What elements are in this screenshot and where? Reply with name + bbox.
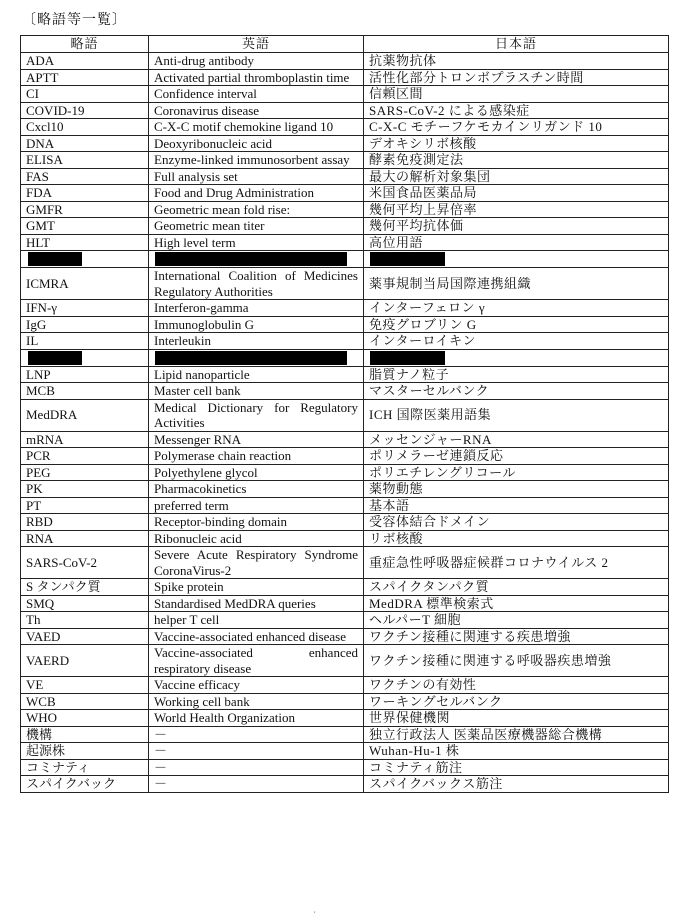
redaction-bar — [155, 252, 347, 266]
abbr-cell: IL — [21, 333, 149, 350]
header-abbreviation: 略語 — [21, 36, 149, 53]
abbr-cell: HLT — [21, 234, 149, 251]
japanese-cell: ワクチン接種に関連する呼吸器疾患増強 — [364, 645, 669, 677]
japanese-cell — [364, 251, 669, 268]
table-row — [21, 333, 669, 350]
japanese-cell: 米国食品医薬品局 — [364, 185, 669, 202]
abbr-cell: ELISA — [21, 152, 149, 169]
japanese-cell: リボ核酸 — [364, 530, 669, 547]
english-cell — [149, 251, 364, 268]
english-cell: Geometric mean fold rise: — [149, 201, 364, 218]
english-cell: － — [149, 726, 364, 743]
japanese-cell: 独立行政法人 医薬品医療機器総合機構 — [364, 726, 669, 743]
abbr-cell: 起源株 — [21, 743, 149, 760]
abbr-cell — [21, 251, 149, 268]
redaction-bar — [370, 351, 445, 365]
table-row — [21, 481, 669, 498]
table-row — [21, 497, 669, 514]
redaction-bar — [28, 252, 82, 266]
table-row — [21, 102, 669, 119]
abbr-cell: Th — [21, 612, 149, 629]
japanese-cell: インターロイキン — [364, 333, 669, 350]
english-cell: World Health Organization — [149, 710, 364, 727]
abbr-cell: VAED — [21, 628, 149, 645]
table-row — [21, 693, 669, 710]
english-cell: Geometric mean titer — [149, 218, 364, 235]
table-row — [21, 366, 669, 383]
english-cell: Polyethylene glycol — [149, 464, 364, 481]
abbr-cell: mRNA — [21, 431, 149, 448]
table-row — [21, 677, 669, 694]
table-body — [21, 53, 669, 793]
abbreviation-table — [20, 35, 669, 793]
japanese-cell: ワーキングセルバンク — [364, 693, 669, 710]
english-cell: preferred term — [149, 497, 364, 514]
abbr-cell: VE — [21, 677, 149, 694]
redaction-bar — [28, 351, 82, 365]
table-row — [21, 628, 669, 645]
english-cell: Master cell bank — [149, 383, 364, 400]
table-row — [21, 201, 669, 218]
abbr-cell: SMQ — [21, 595, 149, 612]
header-english: 英語 — [149, 36, 364, 53]
english-cell: Ribonucleic acid — [149, 530, 364, 547]
english-cell: Standardised MedDRA queries — [149, 595, 364, 612]
english-cell: － — [149, 776, 364, 793]
english-cell: Anti-drug antibody — [149, 53, 364, 70]
abbr-cell: GMT — [21, 218, 149, 235]
abbr-cell: 機構 — [21, 726, 149, 743]
japanese-cell: 受容体結合ドメイン — [364, 514, 669, 531]
english-cell: Polymerase chain reaction — [149, 448, 364, 465]
table-row — [21, 86, 669, 103]
abbr-cell: FAS — [21, 168, 149, 185]
english-cell: International Coalition of Medicines Regulatory Authorities — [149, 268, 364, 300]
table-row — [21, 759, 669, 776]
english-cell: Vaccine efficacy — [149, 677, 364, 694]
abbr-cell: PEG — [21, 464, 149, 481]
table-row — [21, 119, 669, 136]
english-cell: Activated partial thromboplastin time — [149, 69, 364, 86]
abbr-cell: RNA — [21, 530, 149, 547]
japanese-cell: マスターセルバンク — [364, 383, 669, 400]
abbr-cell: PT — [21, 497, 149, 514]
english-cell: Confidence interval — [149, 86, 364, 103]
table-row — [21, 645, 669, 677]
table-caption: 〔略語等一覧〕 — [22, 13, 127, 28]
abbr-cell: ICMRA — [21, 268, 149, 300]
english-cell: C-X-C motif chemokine ligand 10 — [149, 119, 364, 136]
page-mark: , — [314, 908, 316, 914]
abbr-cell: スパイクバック — [21, 776, 149, 793]
table-row — [21, 53, 669, 70]
japanese-cell: 抗薬物抗体 — [364, 53, 669, 70]
redaction-bar — [155, 351, 347, 365]
japanese-cell: 高位用語 — [364, 234, 669, 251]
abbr-cell: COVID-19 — [21, 102, 149, 119]
table-row — [21, 234, 669, 251]
header-japanese: 日本語 — [364, 36, 669, 53]
table-header-row — [21, 36, 669, 53]
table-row — [21, 383, 669, 400]
abbr-cell: MCB — [21, 383, 149, 400]
english-cell: Medical Dictionary for Regulatory Activities — [149, 399, 364, 431]
abbr-cell: S タンパク質 — [21, 579, 149, 596]
table-row — [21, 268, 669, 300]
table-row — [21, 431, 669, 448]
redacted-row — [21, 349, 669, 366]
abbr-cell: FDA — [21, 185, 149, 202]
japanese-cell: ICH 国際医薬用語集 — [364, 399, 669, 431]
japanese-cell: ワクチン接種に関連する疾患増強 — [364, 628, 669, 645]
english-cell: Interleukin — [149, 333, 364, 350]
japanese-cell: 重症急性呼吸器症候群コロナウイルス 2 — [364, 547, 669, 579]
japanese-cell: 幾何平均上昇倍率 — [364, 201, 669, 218]
abbr-cell: PCR — [21, 448, 149, 465]
english-cell: Vaccine-associated enhanced disease — [149, 628, 364, 645]
table-row — [21, 316, 669, 333]
english-cell — [149, 349, 364, 366]
japanese-cell: ポリエチレングリコール — [364, 464, 669, 481]
table-row — [21, 69, 669, 86]
table-row — [21, 743, 669, 760]
english-cell: Pharmacokinetics — [149, 481, 364, 498]
abbr-cell: ADA — [21, 53, 149, 70]
japanese-cell: 薬事規制当局国際連携組織 — [364, 268, 669, 300]
japanese-cell: ワクチンの有効性 — [364, 677, 669, 694]
japanese-cell: 幾何平均抗体価 — [364, 218, 669, 235]
abbr-cell: APTT — [21, 69, 149, 86]
japanese-cell: スパイクバックス筋注 — [364, 776, 669, 793]
japanese-cell: 最大の解析対象集団 — [364, 168, 669, 185]
english-cell: Food and Drug Administration — [149, 185, 364, 202]
table-row — [21, 612, 669, 629]
table-row — [21, 448, 669, 465]
japanese-cell: 基本語 — [364, 497, 669, 514]
abbr-cell: VAERD — [21, 645, 149, 677]
english-cell: Full analysis set — [149, 168, 364, 185]
table-row — [21, 399, 669, 431]
japanese-cell: 免疫グロブリン G — [364, 316, 669, 333]
english-cell: Immunoglobulin G — [149, 316, 364, 333]
japanese-cell: 薬物動態 — [364, 481, 669, 498]
table-row — [21, 152, 669, 169]
japanese-cell: デオキシリボ核酸 — [364, 135, 669, 152]
japanese-cell: 信頼区間 — [364, 86, 669, 103]
english-cell: High level term — [149, 234, 364, 251]
japanese-cell — [364, 349, 669, 366]
abbr-cell: SARS-CoV-2 — [21, 547, 149, 579]
english-cell: Coronavirus disease — [149, 102, 364, 119]
abbr-cell: LNP — [21, 366, 149, 383]
japanese-cell: スパイクタンパク質 — [364, 579, 669, 596]
english-cell: － — [149, 759, 364, 776]
abbr-cell: IgG — [21, 316, 149, 333]
table-row — [21, 135, 669, 152]
table-row — [21, 776, 669, 793]
abbr-cell: コミナティ — [21, 759, 149, 776]
table-row — [21, 464, 669, 481]
english-cell: Severe Acute Respiratory Syndrome CoronaVirus-2 — [149, 547, 364, 579]
english-cell: Receptor-binding domain — [149, 514, 364, 531]
japanese-cell: 酵素免疫測定法 — [364, 152, 669, 169]
abbr-cell: RBD — [21, 514, 149, 531]
japanese-cell: SARS-CoV-2 による感染症 — [364, 102, 669, 119]
english-cell: Enzyme-linked immunosorbent assay — [149, 152, 364, 169]
english-cell: Spike protein — [149, 579, 364, 596]
abbr-cell: WCB — [21, 693, 149, 710]
abbr-cell — [21, 349, 149, 366]
japanese-cell: インターフェロン γ — [364, 300, 669, 317]
table-row — [21, 579, 669, 596]
table-row — [21, 710, 669, 727]
english-cell: helper T cell — [149, 612, 364, 629]
abbr-cell: IFN-γ — [21, 300, 149, 317]
english-cell: Working cell bank — [149, 693, 364, 710]
redacted-row — [21, 251, 669, 268]
abbr-cell: MedDRA — [21, 399, 149, 431]
english-cell: Interferon-gamma — [149, 300, 364, 317]
japanese-cell: 世界保健機関 — [364, 710, 669, 727]
japanese-cell: メッセンジャーRNA — [364, 431, 669, 448]
table-row — [21, 547, 669, 579]
table-row — [21, 514, 669, 531]
english-cell: － — [149, 743, 364, 760]
japanese-cell: ヘルパーT 細胞 — [364, 612, 669, 629]
table-row — [21, 185, 669, 202]
english-cell: Vaccine-associated enhanced respiratory disease — [149, 645, 364, 677]
japanese-cell: 脂質ナノ粒子 — [364, 366, 669, 383]
japanese-cell: コミナティ筋注 — [364, 759, 669, 776]
redaction-bar — [370, 252, 445, 266]
japanese-cell: 活性化部分トロンボプラスチン時間 — [364, 69, 669, 86]
table-row — [21, 595, 669, 612]
english-cell: Deoxyribonucleic acid — [149, 135, 364, 152]
japanese-cell: Wuhan-Hu-1 株 — [364, 743, 669, 760]
abbr-cell: DNA — [21, 135, 149, 152]
abbr-cell: PK — [21, 481, 149, 498]
table-row — [21, 168, 669, 185]
table-row — [21, 300, 669, 317]
abbr-cell: CI — [21, 86, 149, 103]
abbr-cell: WHO — [21, 710, 149, 727]
japanese-cell: MedDRA 標準検索式 — [364, 595, 669, 612]
english-cell: Messenger RNA — [149, 431, 364, 448]
japanese-cell: C-X-C モチーフケモカインリガンド 10 — [364, 119, 669, 136]
abbr-cell: GMFR — [21, 201, 149, 218]
english-cell: Lipid nanoparticle — [149, 366, 364, 383]
table-row — [21, 218, 669, 235]
japanese-cell: ポリメラーゼ連鎖反応 — [364, 448, 669, 465]
table-row — [21, 726, 669, 743]
abbr-cell: Cxcl10 — [21, 119, 149, 136]
table-row — [21, 530, 669, 547]
